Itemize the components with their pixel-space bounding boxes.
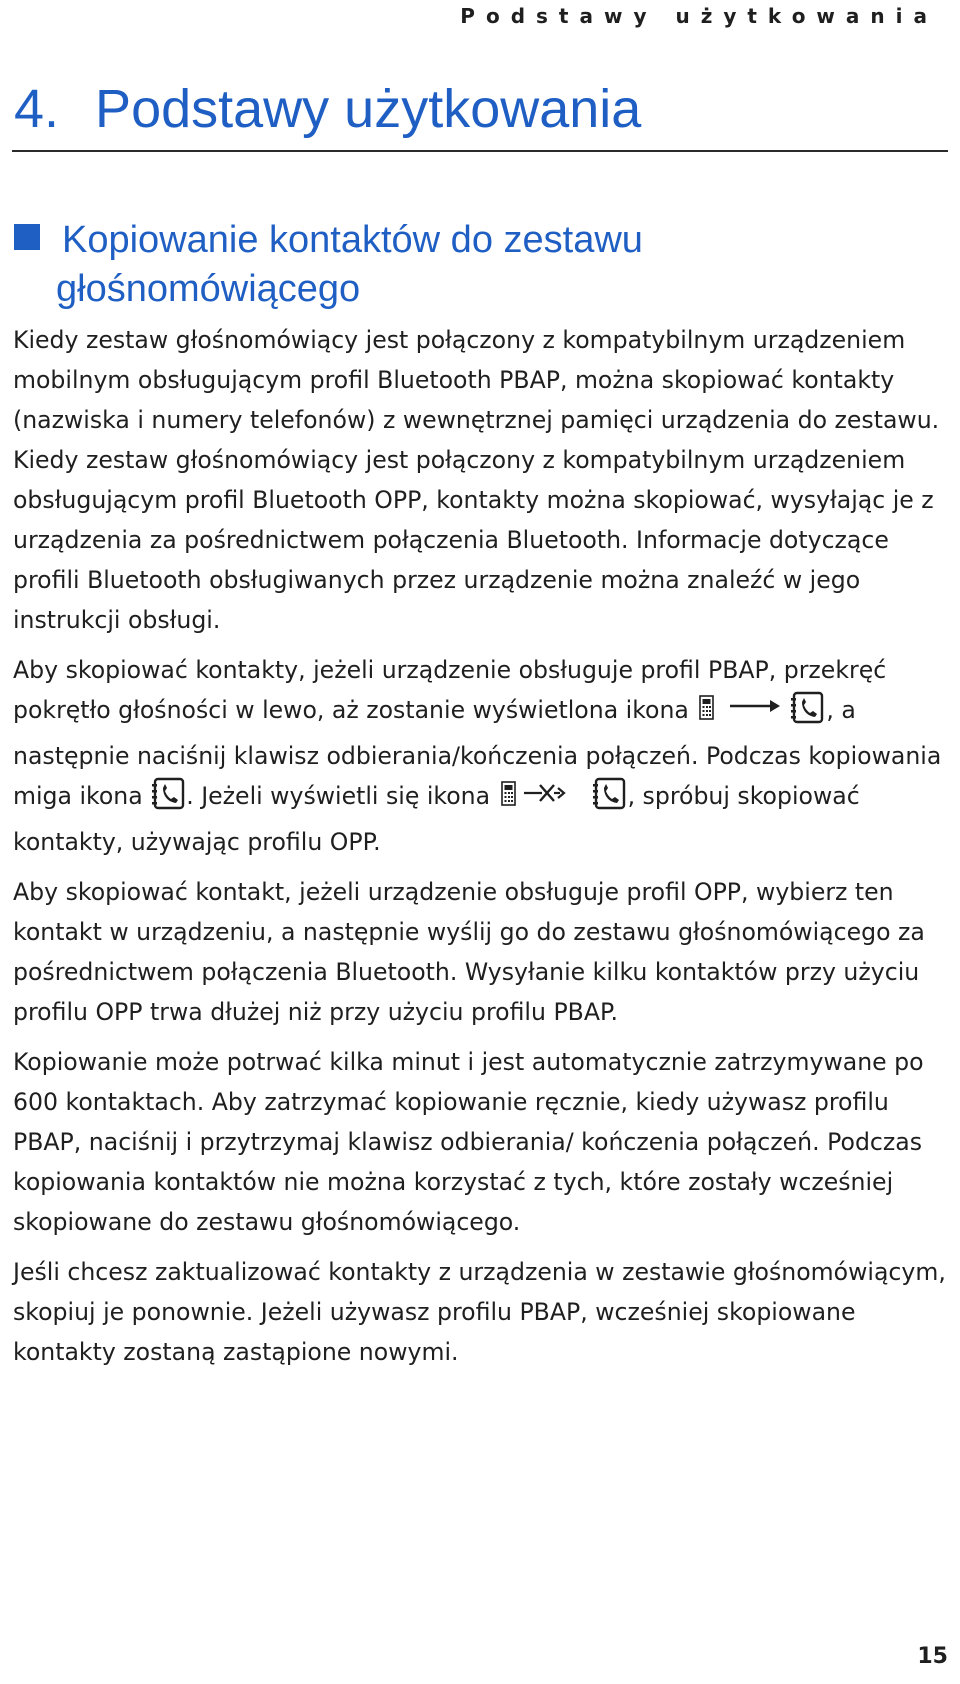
paragraph-3: Aby skopiować kontakt, jeżeli urządzenie obsługuje profil OPP, wybierz ten kontakt w urządzeniu, a następnie wyślij go do zestawu głośnomówiącego za pośrednictwem połączenia Bluetooth. Wysyłanie kilku kontaktów przy użyciu profilu OPP trwa dłużej niż przy użyciu profilu PBAP. [13,878,925,1026]
section-heading [14,216,894,314]
chapter-title [14,78,641,140]
paragraph-2-part-2: , a następnie naciśnij klawisz odbierania/kończenia połączeń. Podczas kopiowania miga ikona [13,696,942,810]
running-header: Podstawy użytkowania [460,4,938,28]
paragraph-2-part-1: Aby skopiować kontakty, jeżeli urządzenie obsługuje profil PBAP, przekręć pokrętło głośności w lewo, aż zostanie wyświetlona ikona [13,656,887,724]
paragraph-1: Kiedy zestaw głośnomówiący jest połączony z kompatybilnym urządzeniem mobilnym obsługującym profil Bluetooth PBAP, można skopiować kontakty (nazwiska i numery telefonów) z wewnętrznej pamięci urządzenia do zestawu. Kiedy zestaw głośnomówiący jest połączony z kompatybilnym urządzeniem obsługującym profil Bluetooth OPP, kontakty można skopiować, wysyłając je z urządzenia za pośrednictwem połączenia Bluetooth. Informacje dotyczące profili Bluetooth obsługiwanych przez urządzenie można znaleźć w jego instrukcji obsługi. [13,326,940,634]
body-content [13,320,948,1382]
section-title-line1: Kopiowanie kontaktów do zestawu [62,219,643,261]
paragraph-2-part-3: . Jeżeli wyświetli się ikona [186,782,498,810]
paragraph-2 [13,650,948,862]
section-square-icon [14,224,40,250]
paragraph-2-part-4: , spróbuj skopiować kontakty, używając profilu OPP. [13,782,860,856]
phone-arrow-phonebook-icon [696,690,826,736]
chapter-number: 4. [14,79,60,139]
section-title-line2: głośnomówiącego [56,268,361,310]
page-number: 15 [917,1644,948,1669]
paragraph-4: Kopiowanie może potrwać kilka minut i jest automatycznie zatrzymywane po 600 kontaktach. Aby zatrzymać kopiowanie ręcznie, kiedy używasz profilu PBAP, naciśnij i przytrzymaj klawisz odbierania/ kończenia połączeń. Podczas kopiowania kontaktów nie można korzystać z tych, które zostały wcześniej skopiowane do zestawu głośnomówiącego. [13,1048,924,1236]
phonebook-icon [150,776,186,822]
phone-broken-arrow-phonebook-icon [498,776,628,822]
chapter-title-text: Podstawy użytkowania [95,79,642,139]
title-divider [12,150,948,152]
paragraph-5: Jeśli chcesz zaktualizować kontakty z urządzenia w zestawie głośnomówiącym, skopiuj je ponownie. Jeżeli używasz profilu PBAP, wcześniej skopiowane kontakty zostaną zastąpione nowymi. [13,1258,946,1366]
